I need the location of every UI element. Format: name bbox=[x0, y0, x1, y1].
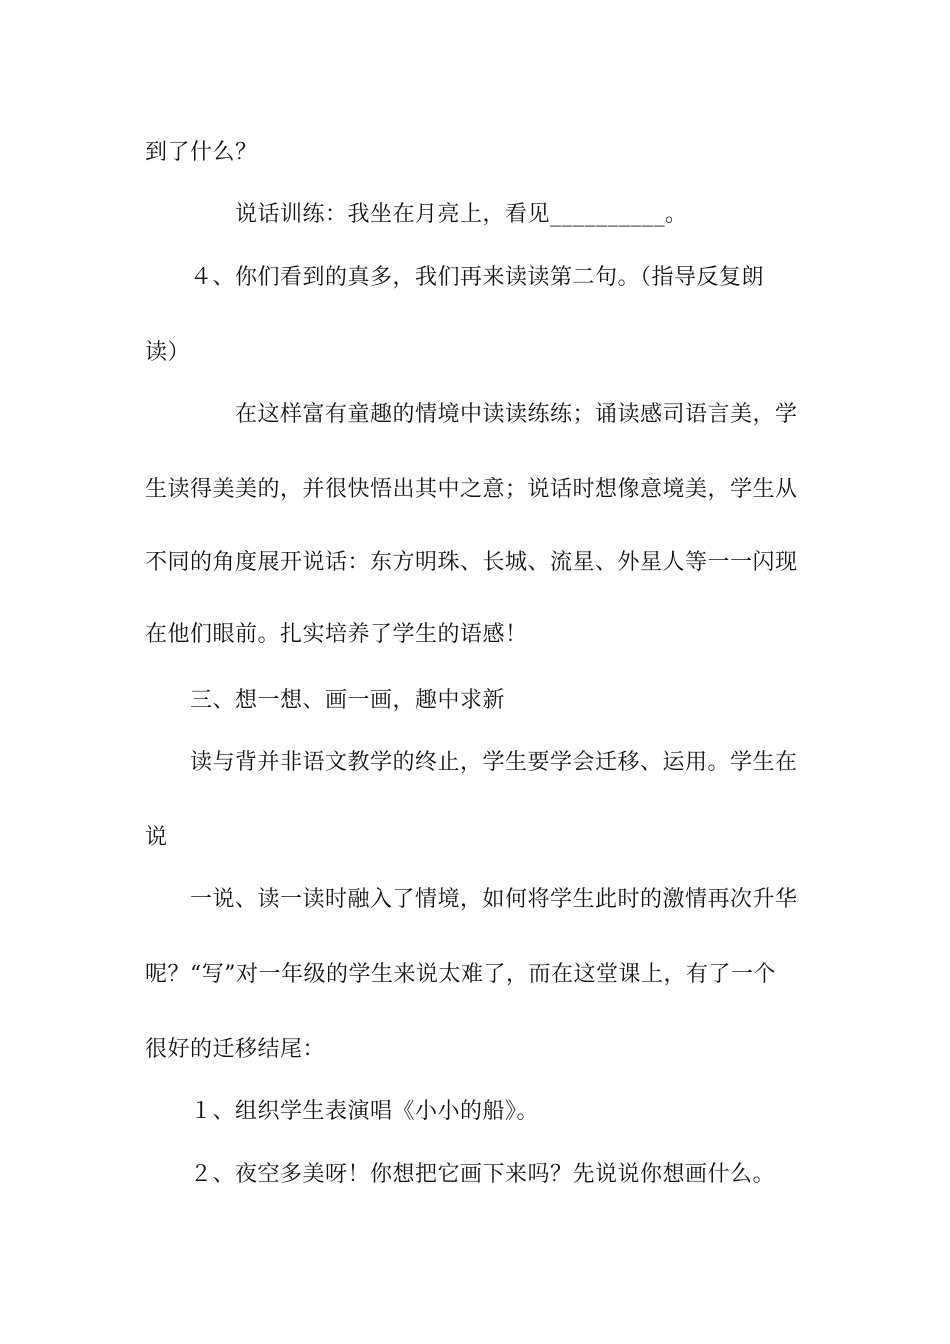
text-line-11: 说 bbox=[145, 825, 168, 850]
section-heading: 三、想一想、画一画，趣中求新 bbox=[190, 688, 506, 713]
text-line-5: 在这样富有童趣的情境中读读练练；诵读感司语言美，学 bbox=[235, 402, 798, 427]
list-item-1: １、组织学生表演唱《小小的船》。 bbox=[190, 1099, 540, 1124]
text-line-13: 呢？“写”对一年级的学生来说太难了，而在这堂课上，有了一个 bbox=[145, 962, 776, 987]
text-line-10: 读与背并非语文教学的终止，学生要学会迁移、运用。学生在 bbox=[190, 750, 798, 775]
text-line-2: 说话训练：我坐在月亮上，看见__________。 bbox=[235, 202, 688, 227]
text-line-7: 不同的角度展开说话：东方明珠、长城、流星、外星人等一一闪现 bbox=[145, 550, 798, 575]
text-line-14: 很好的迁移结尾： bbox=[145, 1037, 326, 1062]
text-line-1: 到了什么？ bbox=[145, 140, 258, 165]
text-line-3: ４、你们看到的真多，我们再来读读第二句。（指导反复朗 bbox=[190, 265, 765, 290]
list-item-2: ２、夜空多美呀！你想把它画下来吗？先说说你想画什么。 bbox=[190, 1162, 776, 1187]
text-line-6: 生读得美美的，并很快悟出其中之意；说话时想像意境美，学生从 bbox=[145, 477, 798, 502]
text-line-12: 一说、读一读时融入了情境，如何将学生此时的激情再次升华 bbox=[190, 887, 798, 912]
text-line-8: 在他们眼前。扎实培养了学生的语感！ bbox=[145, 622, 528, 647]
text-line-4: 读） bbox=[145, 340, 191, 365]
